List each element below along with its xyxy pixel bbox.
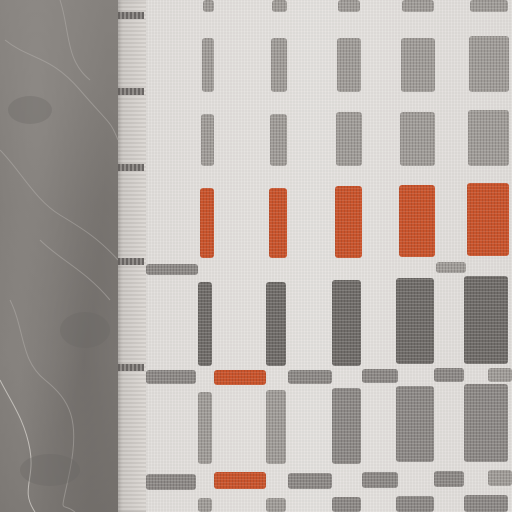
pattern-dash	[288, 370, 332, 384]
pattern-block-orange	[269, 188, 287, 258]
pattern-block	[332, 388, 361, 464]
pattern-dash	[362, 472, 398, 488]
marble-spot	[20, 454, 80, 486]
pattern-block	[401, 38, 435, 92]
pattern-block	[266, 282, 286, 366]
pattern-block	[266, 390, 286, 464]
marble-spot	[8, 96, 52, 124]
vein	[0, 380, 35, 512]
pattern-block	[198, 282, 212, 366]
edge-mark	[118, 88, 144, 95]
pattern-block	[266, 498, 286, 512]
marble-veins	[0, 0, 120, 512]
pattern-dash	[146, 474, 196, 490]
pattern-block	[272, 0, 287, 12]
pattern-block	[198, 392, 212, 464]
marble-floor	[0, 0, 120, 512]
pattern-block	[396, 278, 434, 364]
rug-edge	[118, 0, 146, 512]
vein	[40, 240, 110, 300]
pattern-dash	[488, 368, 512, 382]
pattern-block	[396, 386, 434, 462]
pattern-block	[464, 384, 508, 462]
pattern-block-orange	[200, 188, 214, 258]
rug	[118, 0, 512, 512]
pattern-dash	[434, 471, 464, 487]
pattern-block	[400, 112, 435, 166]
pattern-block	[470, 0, 508, 12]
pattern-block	[203, 0, 214, 12]
pattern-block-orange	[399, 185, 435, 257]
pattern-block-orange	[467, 183, 509, 256]
pattern-dash	[488, 470, 512, 486]
pattern-block	[464, 495, 508, 512]
pattern-block	[396, 496, 434, 512]
marble-spot	[60, 312, 110, 348]
pattern-block	[469, 36, 509, 92]
pattern-block	[271, 38, 287, 92]
edge-mark	[118, 258, 144, 265]
pattern-block	[332, 280, 361, 366]
pattern-block	[332, 497, 361, 512]
pattern-dash	[146, 264, 198, 275]
pattern-block	[270, 114, 287, 166]
pattern-dash	[434, 368, 464, 382]
pattern-block	[337, 38, 361, 92]
edge-mark	[118, 164, 144, 171]
pattern-block	[464, 276, 508, 364]
edge-mark	[118, 12, 144, 19]
vein	[60, 0, 90, 80]
pattern-block	[338, 0, 360, 12]
pattern-dash-orange	[214, 370, 266, 385]
pattern-block	[198, 498, 212, 512]
pattern-block	[202, 38, 214, 92]
vein	[5, 40, 118, 140]
pattern-dash-orange	[214, 472, 266, 489]
vein	[0, 150, 118, 260]
pattern-dash	[288, 473, 332, 489]
pattern-block	[201, 114, 214, 166]
pattern-dash	[146, 370, 196, 384]
pattern-dash	[362, 369, 398, 383]
pattern-block-orange	[335, 186, 362, 258]
pattern-block	[336, 112, 362, 166]
pattern-block	[468, 110, 509, 166]
pattern-block	[402, 0, 434, 12]
edge-mark	[118, 364, 144, 371]
pattern-dash	[436, 262, 466, 273]
